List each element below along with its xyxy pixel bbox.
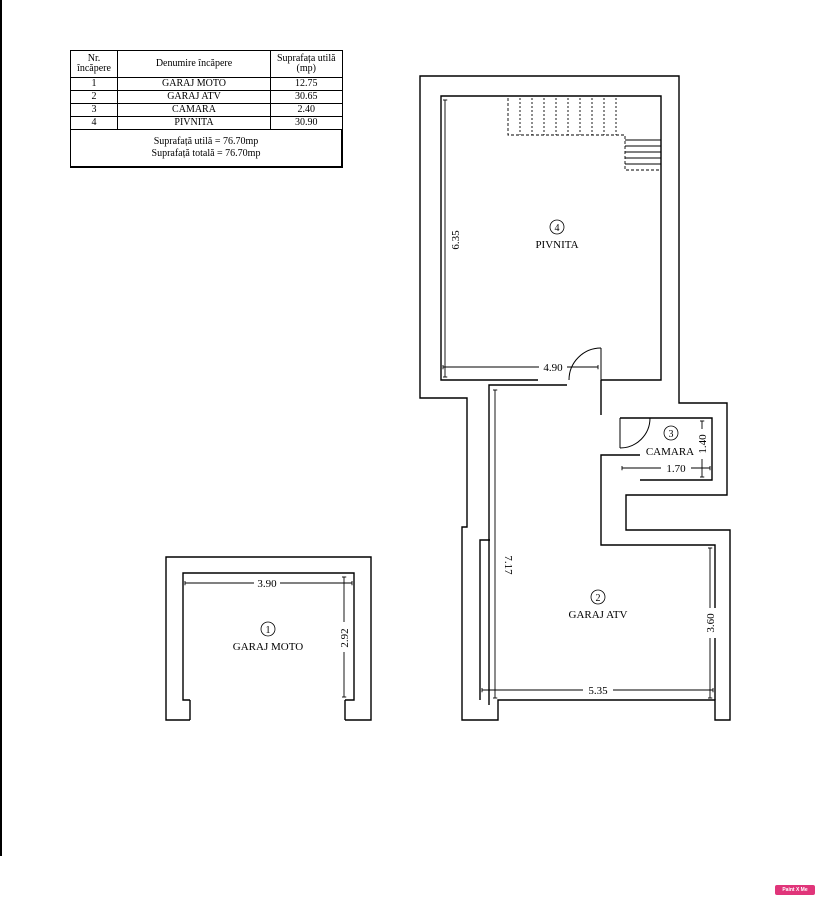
dimension-label: 4.90 xyxy=(543,362,563,374)
dimension-label: 3.90 xyxy=(257,578,277,590)
row-number: 1 xyxy=(71,78,118,91)
room-label-pivnita xyxy=(450,220,579,374)
room-number: 3 xyxy=(668,429,674,440)
total-area: Suprafață totală = 76.70mp xyxy=(151,148,261,159)
main-building-walls xyxy=(420,76,730,720)
room-number: 1 xyxy=(265,625,271,636)
row-room-name: PIVNITA xyxy=(118,117,271,130)
dimension-label: 1.70 xyxy=(666,463,686,475)
row-number: 4 xyxy=(71,117,118,130)
total-useful-area: Suprafață utilă = 76.70mp xyxy=(153,136,259,147)
dimension-label: 5.35 xyxy=(588,685,608,697)
header-useful-area: Suprafața utilă (mp) xyxy=(271,51,343,78)
row-room-name: GARAJ MOTO xyxy=(118,78,271,91)
room-number: 2 xyxy=(595,593,601,604)
room-name: CAMARA xyxy=(645,446,695,458)
dimension-label-backgrounds xyxy=(254,360,716,696)
door-pivnita xyxy=(569,348,601,380)
row-area: 30.65 xyxy=(271,91,343,104)
watermark-badge: Paint X Me xyxy=(775,885,815,895)
door-camara xyxy=(620,418,650,448)
dimension-lines xyxy=(185,100,713,698)
row-area: 2.40 xyxy=(271,104,343,117)
row-number: 2 xyxy=(71,91,118,104)
dimension-label: 7.17 xyxy=(502,555,514,575)
dimension-label: 1.40 xyxy=(697,434,709,454)
dimension-label: 6.35 xyxy=(450,230,462,250)
row-area: 30.90 xyxy=(271,117,343,130)
room-number: 4 xyxy=(554,223,560,234)
room-name: GARAJ MOTO xyxy=(232,641,304,653)
header-room-number: Nr. încăpere xyxy=(71,51,118,78)
dimension-label: 3.60 xyxy=(705,613,717,633)
dimension-label: 2.92 xyxy=(339,628,351,648)
room-label-atv xyxy=(502,555,717,697)
row-room-name: GARAJ ATV xyxy=(118,91,271,104)
row-room-name: CAMARA xyxy=(118,104,271,117)
row-number: 3 xyxy=(71,104,118,117)
row-area: 12.75 xyxy=(271,78,343,91)
room-label-moto xyxy=(233,578,351,653)
room-name: GARAJ ATV xyxy=(568,609,628,621)
staircase xyxy=(508,98,661,170)
room-name: PIVNITA xyxy=(535,239,579,251)
header-room-name: Denumire încăpere xyxy=(118,51,271,78)
